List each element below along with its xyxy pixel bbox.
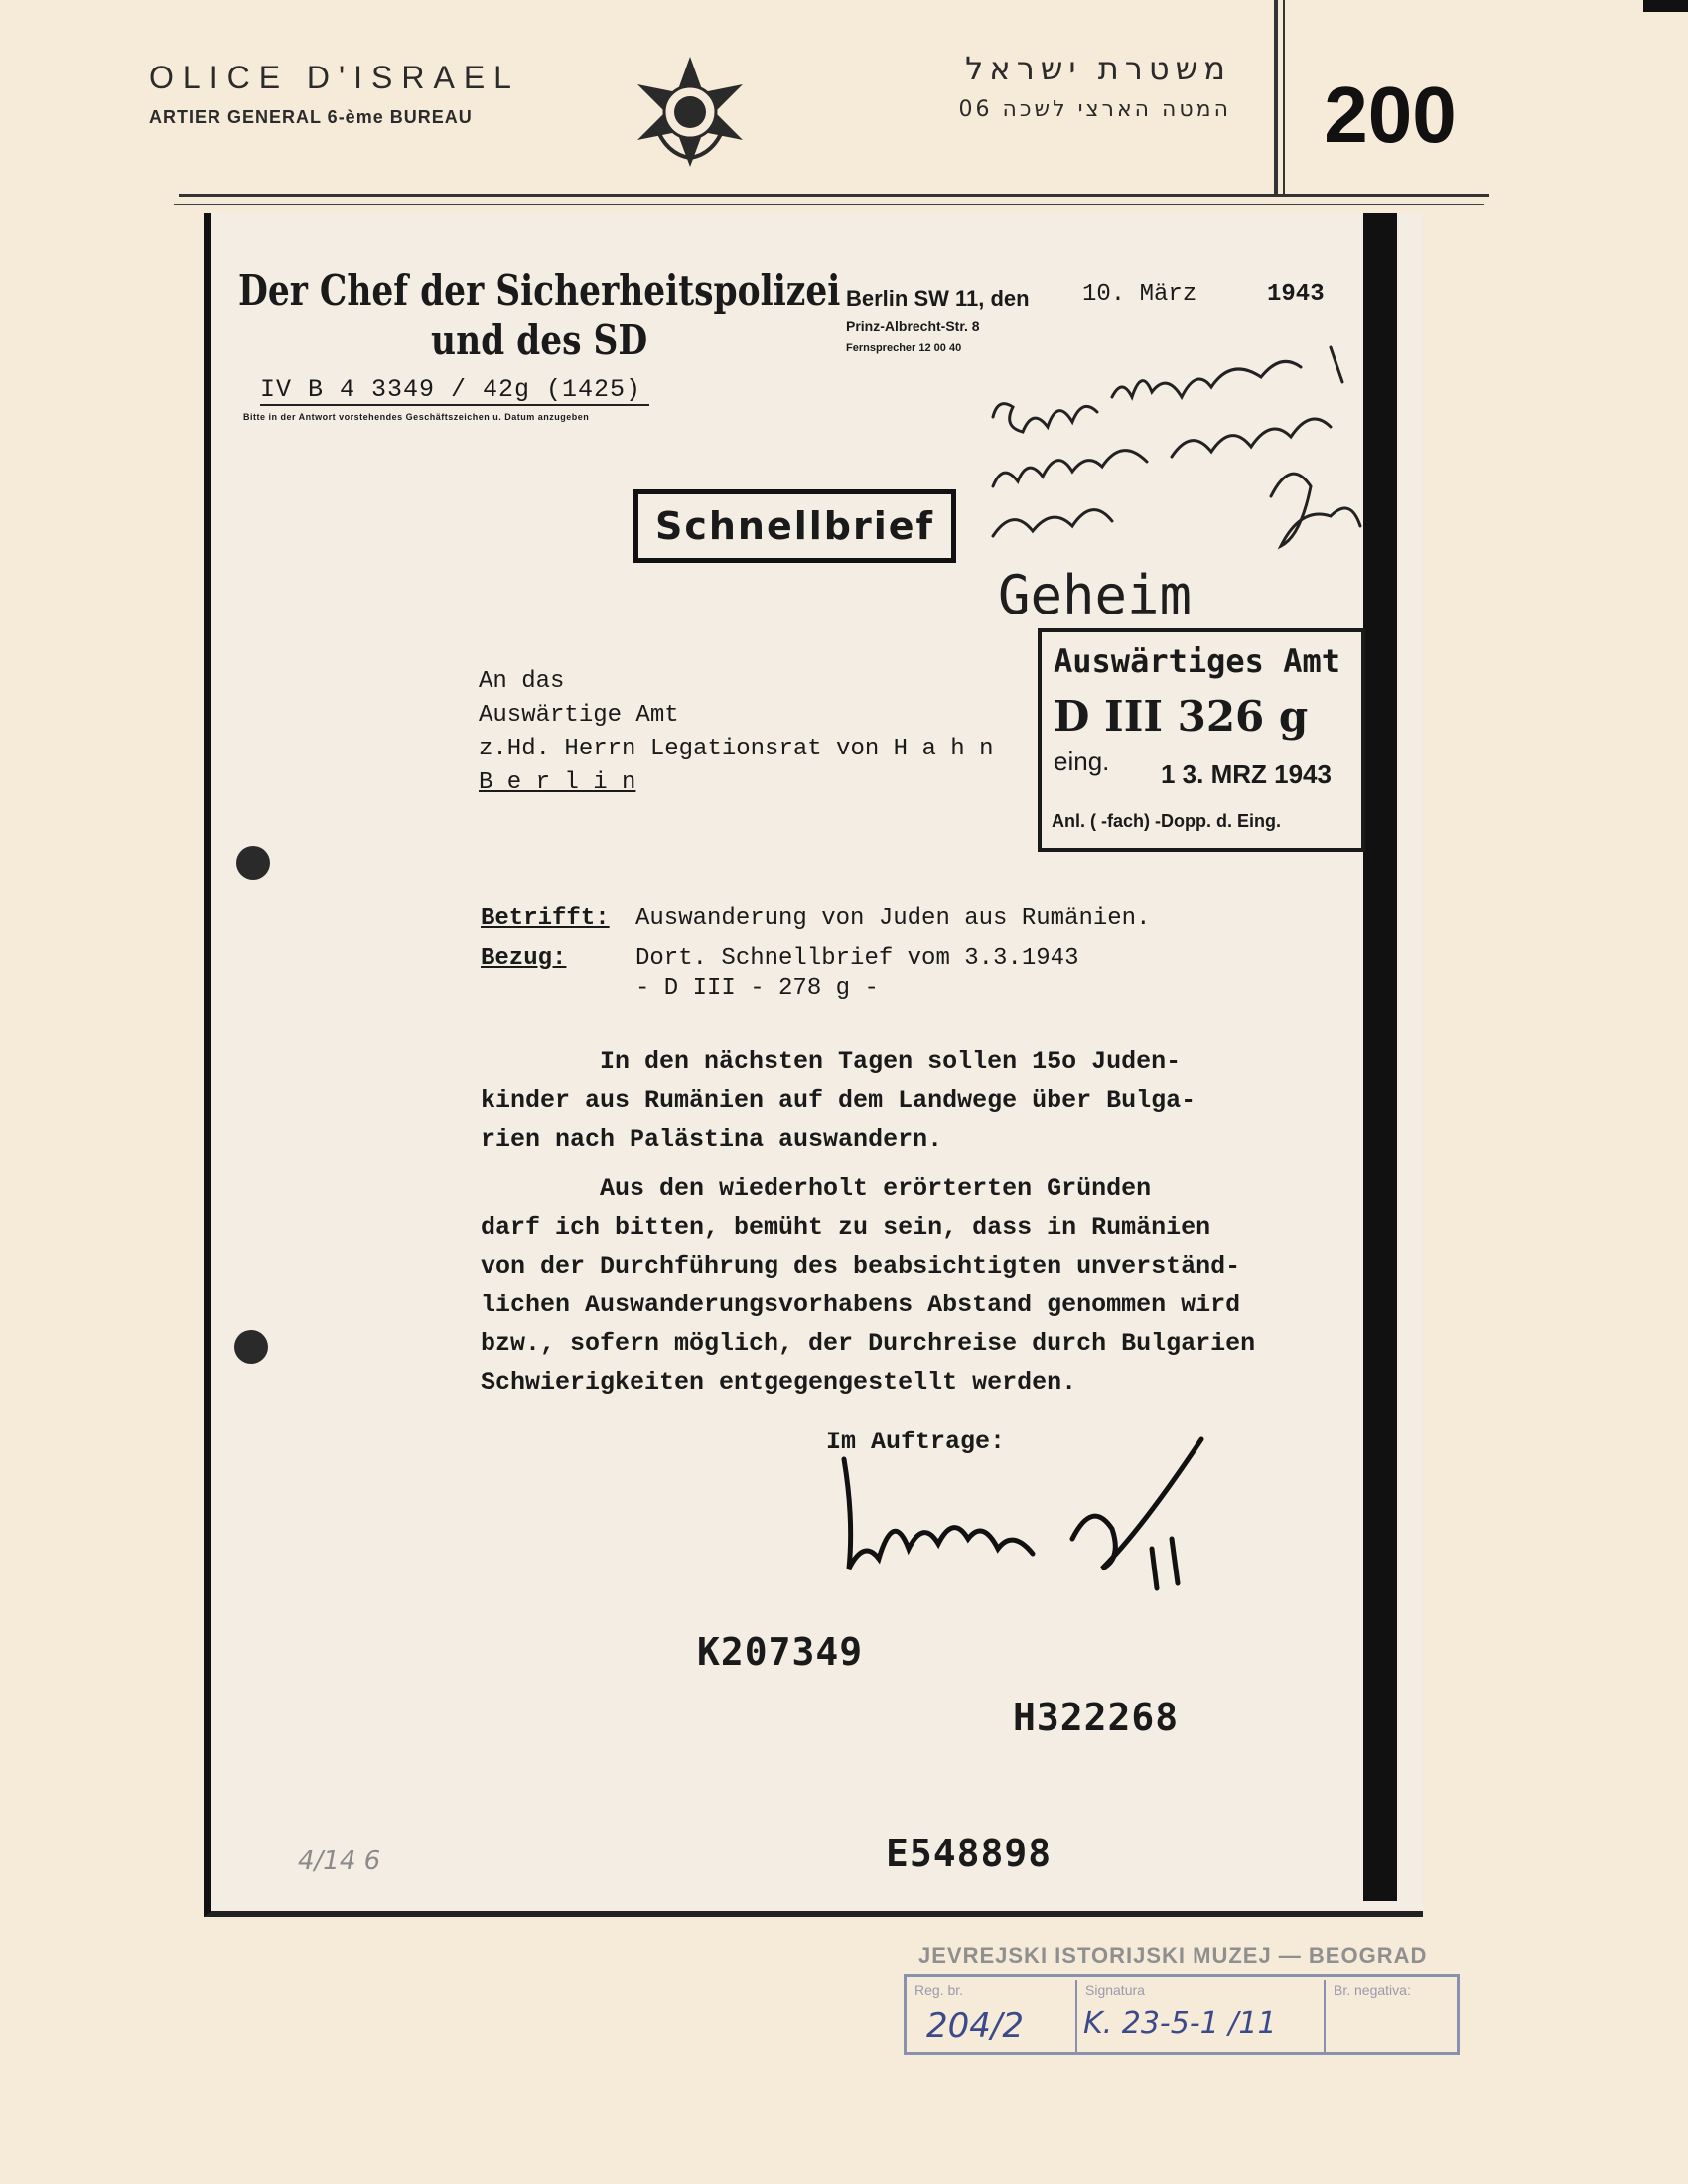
reference-label: Bezug: (481, 945, 567, 972)
sender-street: Prinz-Albrecht-Str. 8 (846, 318, 980, 334)
subject-label: Betrifft: (481, 905, 610, 932)
page-number: 200 (1324, 70, 1457, 159)
letter-year: 1943 (1267, 281, 1325, 308)
handwritten-annotation (973, 338, 1370, 596)
recipient-line-2: Auswärtige Amt (479, 702, 679, 729)
reg-number-label: Reg. br. (914, 1982, 964, 1998)
body-paragraph-2: Aus den wiederholt erörterten Gründen darf ich bitten, bemüht zu sein, dass in Rumänien von der Durchführung des beabsichtigten unverständ- lichen Auswanderungsvorhabens Abstand genommen wird bzw., sofern möglich, der Durchreise durch Bulgarien Schwierigkeiten entgegengestellt werden. (481, 1174, 1256, 1397)
signatura-value: K. 23-5-1 /11 (1083, 2006, 1277, 2041)
header-rule (179, 194, 1489, 197)
letter-place: Berlin SW 11, den (846, 286, 1030, 311)
stamp-footer: Anl. ( -fach) -Dopp. d. Eing. (1052, 811, 1281, 831)
body-paragraph-1: In den nächsten Tagen sollen 15o Juden- kinder aus Rumänien auf dem Landwege über Bulga- rien nach Palästina auswandern. (481, 1047, 1196, 1154)
negative-number-label: Br. negativa: (1334, 1982, 1411, 1998)
recipient-line-3: z.Hd. Herrn Legationsrat von H a h n (479, 736, 994, 762)
recipient-address (479, 665, 993, 800)
reference-text: Dort. Schnellbrief vom 3.3.1943 (635, 945, 1079, 972)
stamp-received-date: 1 3. MRZ 1943 (1161, 759, 1332, 789)
punch-hole (234, 1330, 268, 1364)
header-rule (174, 204, 1484, 205)
header-hebrew-title: משטרת ישראל (965, 50, 1231, 87)
schnellbrief-stamp: Schnellbrief (633, 489, 956, 563)
document-id-k: K207349 (697, 1630, 864, 1674)
document-id-h: H322268 (1013, 1696, 1180, 1739)
police-star-emblem-icon (626, 55, 755, 169)
header-hebrew-subtitle: המטה הארצי לשכה 06 (958, 97, 1231, 122)
sender-line-2: und des SD (431, 316, 648, 364)
sender-line-1: Der Chef der Sicherheitspolizei (238, 266, 841, 315)
document-id-e: E548898 (886, 1832, 1053, 1875)
header-divider (1274, 0, 1278, 194)
sender-letterhead (238, 266, 840, 365)
reg-number-value: 204/2 (926, 2006, 1024, 2046)
reg-box-divider (1324, 1980, 1326, 2052)
reg-box-divider (1075, 1980, 1077, 2052)
signatura-label: Signatura (1085, 1982, 1145, 1998)
museum-stamp-title: JEVREJSKI ISTORIJSKI MUZEJ — BEOGRAD (918, 1943, 1428, 1968)
file-reference: IV B 4 3349 / 42g (1425) (260, 375, 649, 406)
geheim-stamp: Geheim (998, 564, 1193, 626)
subject-text: Auswanderung von Juden aus Rumänien. (635, 905, 1151, 932)
header-french-title: OLICE D'ISRAEL (149, 60, 520, 95)
stamp-title: Auswärtiges Amt (1054, 642, 1340, 680)
letter-date: 10. März (1082, 281, 1197, 308)
recipient-line-1: An das (479, 668, 565, 695)
corner-mark (1643, 0, 1688, 12)
reference-note: Bitte in der Antwort vorstehendes Geschäftszeichen u. Datum anzugeben (243, 412, 590, 422)
signature (824, 1420, 1241, 1608)
stamp-received-label: eing. (1054, 747, 1110, 776)
closing-phrase: Im Auftrage: (826, 1428, 1006, 1456)
recipient-city: B e r l i n (479, 769, 636, 796)
sender-phone: Fernsprecher 12 00 40 (846, 342, 962, 354)
museum-registration-box (904, 1974, 1460, 2055)
header-french-subtitle: ARTIER GENERAL 6-ème BUREAU (149, 107, 473, 127)
stamp-file-code: D III 326 g (1054, 692, 1309, 741)
punch-hole (236, 846, 270, 880)
receipt-stamp (1038, 628, 1365, 852)
reference-text-2: - D III - 278 g - (635, 975, 879, 1002)
pencil-note: 4/14 6 (298, 1846, 381, 1876)
